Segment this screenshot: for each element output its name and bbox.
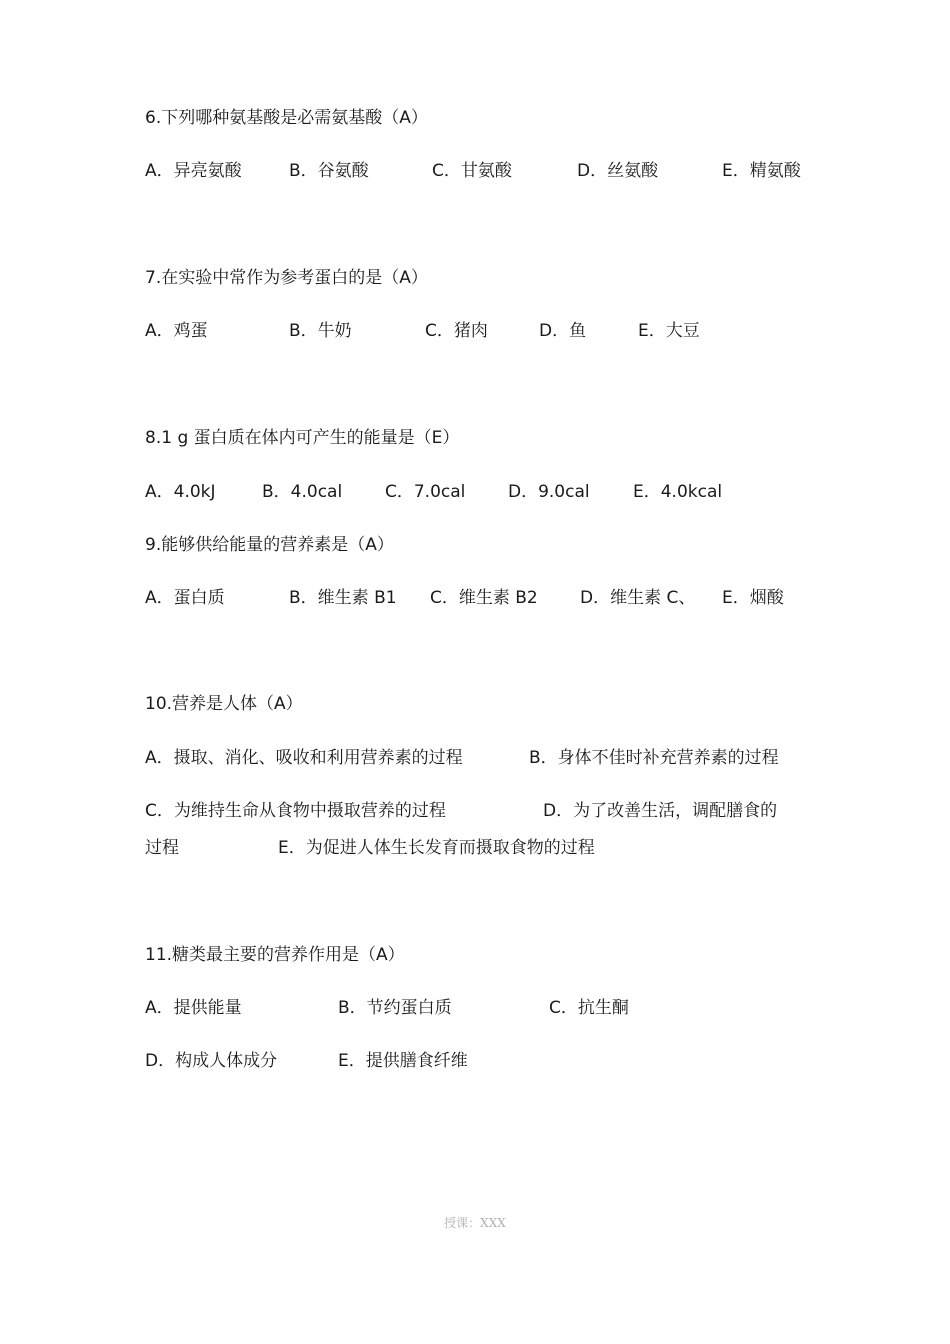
question-10-stem: 10.营养是人体（A） <box>145 694 303 714</box>
question-6-option-d: D．丝氨酸 <box>577 161 659 181</box>
question-7-option-a: A．鸡蛋 <box>145 321 208 341</box>
question-6-option-b: B．谷氨酸 <box>289 161 369 181</box>
question-7-stem: 7.在实验中常作为参考蛋白的是（A） <box>145 268 428 288</box>
question-7-option-d: D．鱼 <box>539 321 587 341</box>
question-10-option-d: D．为了改善生活，调配膳食的 <box>543 801 778 821</box>
question-6-stem: 6.下列哪种氨基酸是必需氨基酸（A） <box>145 108 428 128</box>
question-11-option-c: C．抗生酮 <box>549 998 629 1018</box>
question-11-option-d: D．构成人体成分 <box>145 1051 278 1071</box>
question-6-option-e: E．精氨酸 <box>722 161 801 181</box>
question-11-option-a: A．提供能量 <box>145 998 242 1018</box>
question-7-option-b: B．牛奶 <box>289 321 352 341</box>
question-7-option-c: C．猪肉 <box>425 321 488 341</box>
question-9-option-a: A．蛋白质 <box>145 588 225 608</box>
question-9-option-d: D．维生素 C、 <box>580 588 696 608</box>
question-8-option-b: B．4.0cal <box>262 482 343 502</box>
question-10-option-e: E．为促进人体生长发育而摄取食物的过程 <box>278 838 595 858</box>
question-8-option-a: A．4.0kJ <box>145 482 216 502</box>
question-9-option-c: C．维生素 B2 <box>430 588 538 608</box>
question-8-option-c: C．7.0cal <box>385 482 466 502</box>
question-6-option-a: A．异亮氨酸 <box>145 161 242 181</box>
question-8-option-d: D．9.0cal <box>508 482 590 502</box>
question-7-option-e: E．大豆 <box>638 321 700 341</box>
question-9-option-e: E．烟酸 <box>722 588 784 608</box>
question-8-stem: 8.1 g 蛋白质在体内可产生的能量是（E） <box>145 428 460 448</box>
question-10-option-b: B．身体不佳时补充营养素的过程 <box>529 748 779 768</box>
question-9-option-b: B．维生素 B1 <box>289 588 397 608</box>
question-11-option-e: E．提供膳食纤维 <box>338 1051 468 1071</box>
question-6-option-c: C．甘氨酸 <box>432 161 512 181</box>
question-10-option-c: C．为维持生命从食物中摄取营养的过程 <box>145 801 446 821</box>
page-footer: 授课：XXX <box>444 1216 506 1230</box>
question-11-option-b: B．节约蛋白质 <box>338 998 452 1018</box>
question-8-option-e: E．4.0kcal <box>633 482 723 502</box>
question-10-option-a: A．摄取、消化、吸收和利用营养素的过程 <box>145 748 463 768</box>
question-10-option-d-continued: 过程 <box>145 838 179 858</box>
question-11-stem: 11.糖类最主要的营养作用是（A） <box>145 945 405 965</box>
question-9-stem: 9.能够供给能量的营养素是（A） <box>145 535 394 555</box>
